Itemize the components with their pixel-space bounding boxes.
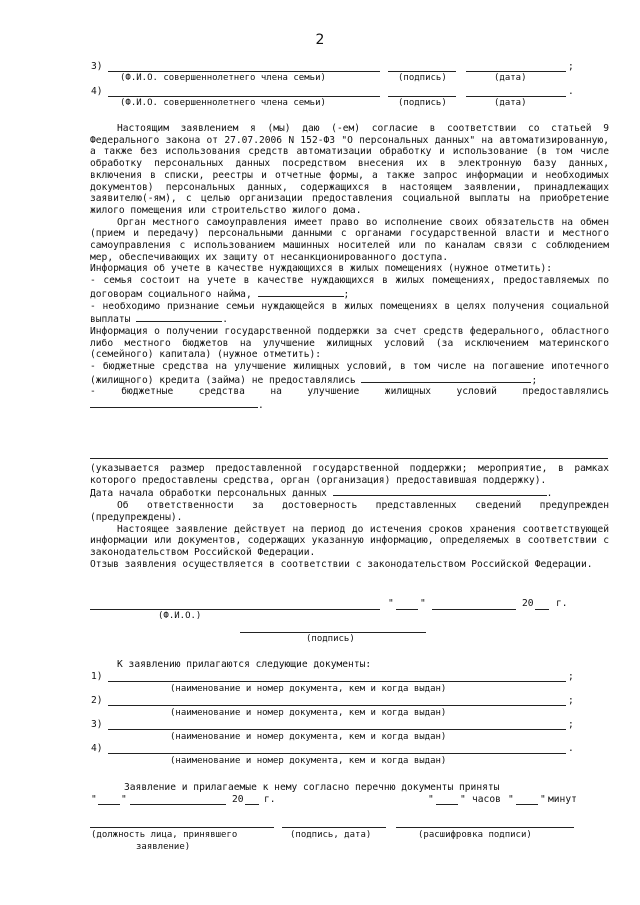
family-row-4-date-line: [466, 96, 566, 97]
housing-need-item-1: - семья состоит на учете в качестве нуждающихся в жилых помещениях, предоставляемых по договорам социального найма, ;: [90, 275, 609, 300]
applicant-year-suffix: г.: [556, 598, 568, 609]
applicant-year-prefix: 20: [522, 598, 534, 609]
attachment-4-line: [108, 753, 566, 754]
acceptance-title: Заявление и прилагаемые к нему согласно перечню документы приняты: [124, 782, 500, 793]
attachment-3-number: 3): [91, 719, 103, 730]
family-row-3-fio-line: [108, 71, 380, 72]
family-row-3-sign-caption: (подпись): [398, 73, 447, 83]
revocation-paragraph: Отзыв заявления осуществляется в соответствии с законодательством Российской Федерации.: [90, 558, 593, 570]
acceptance-hours-word: часов: [472, 794, 501, 805]
acceptance-position-caption-2: заявление): [136, 842, 191, 852]
applicant-sign-line: [240, 632, 426, 633]
applicant-fio-caption: (Ф.И.О.): [158, 611, 202, 621]
acceptance-decode-caption: (расшифровка подписи): [418, 830, 532, 840]
state-support-item-2-blank: .: [90, 398, 609, 412]
family-row-3-date-caption: (дата): [494, 73, 527, 83]
housing-need-title: Информация об учете в качестве нуждающихся в жилых помещениях (нужное отметить):: [90, 263, 553, 275]
acceptance-minutes-close: ": [540, 794, 546, 805]
attachment-1-line: [108, 681, 566, 682]
final-section: [90, 463, 609, 570]
family-row-4-number: 4): [91, 86, 103, 97]
acceptance-position-caption-1: (должность лица, принявшего: [91, 830, 238, 840]
acceptance-day-close: ": [121, 794, 127, 805]
family-row-4-sign-line: [388, 96, 456, 97]
acceptance-position-line: [90, 827, 274, 828]
housing-need-item-1-line: [258, 287, 344, 297]
family-row-3-end: ;: [568, 61, 574, 72]
family-row-3-sign-line: [388, 71, 456, 72]
attachment-1-number: 1): [91, 671, 103, 682]
attachment-2-end: ;: [568, 695, 574, 706]
acceptance-minutes-open: ": [508, 794, 514, 805]
applicant-day-line: [396, 609, 418, 610]
acceptance-sign-date-line: [282, 827, 386, 828]
family-row-3-fio-caption: (Ф.И.О. совершеннолетнего члена семьи): [120, 73, 326, 83]
acceptance-minutes-line: [516, 804, 538, 805]
attachment-2-number: 2): [91, 695, 103, 706]
family-row-4-fio-caption: (Ф.И.О. совершеннолетнего члена семьи): [120, 98, 326, 108]
state-support-item-2-line: [90, 398, 258, 408]
consent-section: [90, 123, 609, 412]
acceptance-year-prefix: 20: [232, 794, 244, 805]
housing-need-item-2: - необходимо признание семьи нуждающейся в жилых помещениях в целях получения социальной выплаты .: [90, 300, 609, 326]
state-support-item-1-line: [361, 373, 531, 383]
attachment-4-number: 4): [91, 743, 103, 754]
applicant-year-line: [535, 609, 549, 610]
housing-need-item-2-line: [136, 312, 222, 322]
acceptance-minutes-word: минут: [548, 794, 577, 805]
acceptance-year-line: [245, 804, 259, 805]
applicant-sign-caption: (подпись): [306, 634, 355, 644]
state-support-note: (указывается размер предоставленной государственной поддержки; мероприятие, в рамках которого предоставлены средства, орган (организация) предоставившая поддержку).: [90, 463, 609, 486]
state-support-item-1: - бюджетные средства на улучшение жилищных условий, в том числе на погашение ипотечного (жилищного) кредита (займа) не предоставлялись ;: [90, 361, 609, 386]
attachment-2-caption: (наименование и номер документа, кем и когда выдан): [170, 708, 447, 718]
processing-start-line: [333, 486, 547, 496]
acceptance-month-line: [130, 804, 226, 805]
attachment-3-caption: (наименование и номер документа, кем и когда выдан): [170, 732, 447, 742]
family-row-3-date-line: [466, 71, 566, 72]
family-row-3-number: 3): [91, 61, 103, 72]
applicant-date-close: ": [420, 598, 426, 609]
page-number: 2: [315, 32, 325, 48]
acceptance-hours-close: ": [460, 794, 466, 805]
attachments-title: К заявлению прилагаются следующие документы:: [117, 659, 372, 670]
attachment-3-line: [108, 729, 566, 730]
acceptance-hours-open: ": [428, 794, 434, 805]
processing-start-row: Дата начала обработки персональных данных .: [90, 488, 553, 500]
attachment-1-caption: (наименование и номер документа, кем и когда выдан): [170, 684, 447, 694]
acceptance-day-line: [98, 804, 120, 805]
acceptance-decode-line: [396, 827, 574, 828]
attachment-4-end: .: [568, 743, 574, 754]
validity-paragraph: Настоящее заявление действует на период до истечения сроков хранения соответствующей информации или документов, содержащих указанную информацию, определяемых в соответствии с законодательством Российской Федерации.: [90, 523, 609, 558]
state-support-title: Информация о получении государственной поддержки за счет средств федерального, областного либо местного бюджетов на улучшение жилищных условий (за исключением материнского (семейного) капитала) (нужное отметить):: [90, 325, 609, 361]
responsibility-paragraph: Об ответственности за достоверность представленных сведений предупрежден (предупреждены).: [90, 500, 609, 523]
acceptance-day-open: ": [91, 794, 97, 805]
acceptance-year-suffix: г.: [264, 794, 276, 805]
state-support-details-line: [90, 458, 608, 459]
applicant-date-open: ": [388, 598, 394, 609]
state-support-item-2: - бюджетные средства на улучшение жилищных условий предоставлялись: [90, 386, 609, 398]
family-row-4-date-caption: (дата): [494, 98, 527, 108]
attachment-3-end: ;: [568, 719, 574, 730]
applicant-fio-line: [90, 609, 380, 610]
attachment-2-line: [108, 705, 566, 706]
applicant-month-line: [432, 609, 516, 610]
consent-paragraph: Настоящим заявлением я (мы) даю (-ем) согласие в соответствии со статьей 9 Федерального закона от 27.07.2006 N 152-ФЗ "О персональных данных" на автоматизированную, а также без использования средств автоматизации обработку и использование (в том числе обработку персональных данных посредством внесения их в электронную базу данных, включения в списки, реестры и отчетные формы, а также запрос информации и необходимых документов) персональных данных, содержащихся в настоящем заявлении, принадлежащих заявителю(-ям), с целью организации предоставления социальной выплаты на приобретение жилого помещения или строительство жилого дома.: [90, 123, 609, 216]
family-row-4-sign-caption: (подпись): [398, 98, 447, 108]
family-row-4-end: .: [568, 86, 574, 97]
data-exchange-paragraph: Орган местного самоуправления имеет право во исполнение своих обязательств на обмен (прием и передачу) персональными данными с органами государственной власти и местного самоуправления с использованием машинных носителей или по каналам связи с соблюдением мер, обеспечивающих их защиту от несанкционированного доступа.: [90, 216, 609, 263]
acceptance-hours-line: [436, 804, 458, 805]
acceptance-sign-date-caption: (подпись, дата): [290, 830, 372, 840]
family-row-4-fio-line: [108, 96, 380, 97]
attachment-1-end: ;: [568, 671, 574, 682]
attachment-4-caption: (наименование и номер документа, кем и когда выдан): [170, 756, 447, 766]
